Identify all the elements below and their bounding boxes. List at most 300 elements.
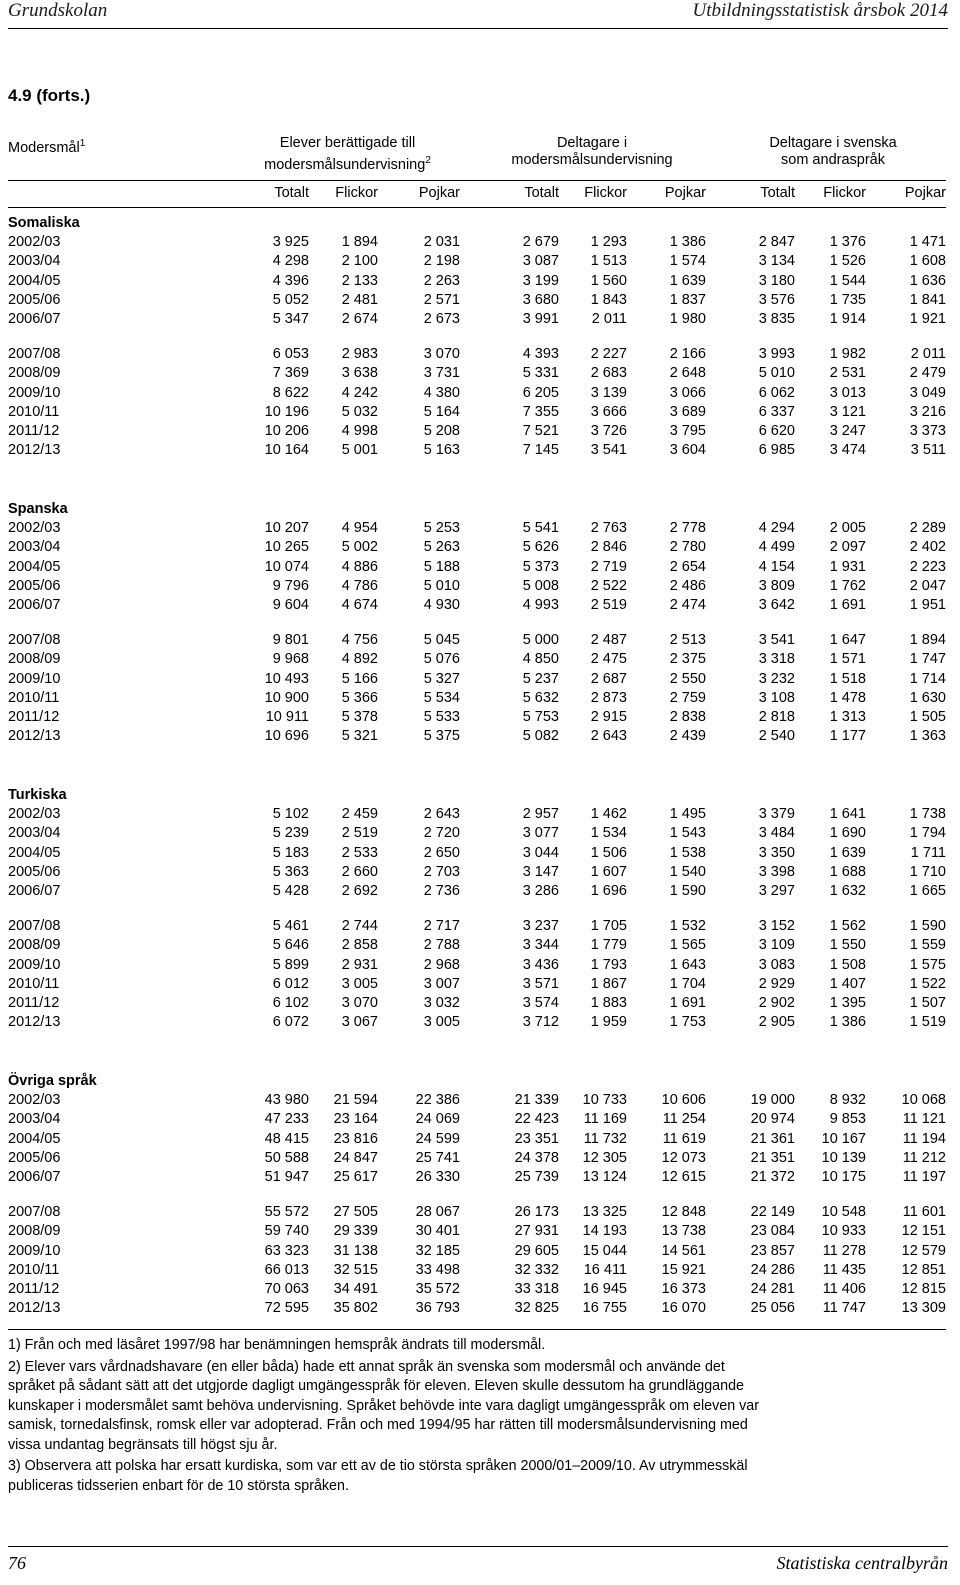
table-cell: 1 395 [829,995,866,1011]
table-cell: 50 588 [264,1149,309,1166]
table-cell: 3 199 [522,272,559,289]
table-cell: 16 411 [583,1261,627,1278]
table-cell: 5 253 [423,520,460,537]
table-cell: 1 747 [909,651,946,668]
table-cell: 22 423 [514,1111,559,1128]
table-cell: 28 067 [415,1204,460,1221]
table-cell: 1 506 [590,844,627,861]
table-cell: 3 286 [522,883,559,899]
table-cell: 6 062 [758,384,795,401]
table-cell: 9 604 [272,597,309,613]
header-rule [8,28,948,29]
row-label: 2011/12 [8,423,60,439]
section-title: Somaliska [8,215,80,231]
footnote-3: 3) Observera att polska har ersatt kurdiska, som var ett av de tio största språken 2000/01–2009/10. Av utrymmesskäl publiceras tidsserien enbart för de 10 största språken. [8,1458,748,1494]
table-cell: 8 622 [272,384,309,401]
table-cell: 26 330 [415,1169,460,1185]
table-cell: 21 594 [333,1092,378,1109]
table-cell: 55 572 [264,1204,309,1221]
table-cell: 1 177 [829,728,866,745]
table-cell: 16 755 [582,1300,627,1317]
table-cell: 4 998 [341,423,378,439]
table-cell: 1 643 [669,956,706,973]
header-bottom-rule [8,180,946,181]
table-cell: 7 145 [522,442,559,459]
running-header [8,0,948,26]
table-cell: 21 351 [750,1149,795,1166]
table-cell: 14 561 [661,1242,706,1259]
table-cell: 27 931 [514,1223,559,1240]
row-label: 2012/13 [8,1014,61,1031]
table-cell: 47 233 [264,1111,309,1128]
table-cell: 3 070 [341,995,378,1011]
table-cell: 5 188 [423,558,460,575]
group-head-line2-text: modersmålsundervisning [264,156,426,173]
table-cell: 2 763 [590,520,627,537]
table-cell: 1 688 [829,863,866,880]
table-cell: 36 793 [415,1300,460,1317]
publisher: Statistiska centralbyrån [776,1553,948,1573]
table-cell: 13 738 [661,1223,706,1240]
table-cell: 5 347 [272,311,309,327]
table-cell: 1 575 [909,956,946,973]
table-cell: 5 626 [522,539,559,556]
table-cell: 5 010 [758,365,795,382]
table-cell: 3 712 [522,1014,559,1031]
table-cell: 1 513 [590,253,627,270]
table-cell: 1 471 [909,234,946,251]
table-cell: 1 636 [909,272,946,289]
table-cell: 3 083 [758,956,795,973]
column-header: Pojkar [418,185,460,201]
table-cell: 1 921 [909,311,946,327]
table-cell: 1 690 [829,825,866,842]
table-cell: 2 031 [423,234,460,251]
table-cell: 2 540 [758,728,795,745]
table-cell: 3 077 [522,825,559,842]
table-cell: 5 899 [272,956,309,973]
table-cell: 5 082 [522,728,559,745]
table-cell: 24 599 [415,1130,460,1147]
row-label: 2006/07 [8,311,61,327]
table-cell: 2 778 [669,520,706,537]
row-label: 2004/05 [8,1130,61,1147]
row-label: 2004/05 [8,272,61,289]
row-label: 2006/07 [8,597,61,613]
row-label: 2008/09 [8,365,61,382]
table-cell: 2 717 [423,918,460,935]
table-cell: 2 166 [669,346,706,363]
table-cell: 5 373 [522,558,559,575]
table-cell: 2 100 [341,253,378,270]
table-cell: 2 929 [758,975,795,992]
row-label: 2007/08 [8,632,61,649]
row-label: 2007/08 [8,1204,61,1221]
table-cell: 51 947 [264,1169,309,1185]
table-cell: 2 263 [423,272,460,289]
table-cell: 1 982 [829,346,866,363]
table-cell: 29 605 [514,1242,559,1259]
table-cell: 3 689 [669,403,706,420]
table-cell: 32 185 [415,1242,460,1259]
table-cell: 2 720 [423,825,460,842]
table-cell: 5 000 [522,632,559,649]
row-label: 2008/09 [8,651,61,668]
table-cell: 2 847 [758,234,795,251]
table-cell: 2 227 [590,346,627,363]
table-cell: 5 378 [341,709,378,725]
table-cell: 11 254 [662,1111,706,1128]
table-cell: 3 152 [758,918,795,935]
table-cell: 2 818 [758,709,795,725]
row-label: 2005/06 [8,1149,61,1166]
table-cell: 1 711 [910,844,946,861]
row-label: 2012/13 [8,728,61,745]
table-cell: 21 339 [514,1092,559,1109]
table-cell: 4 930 [423,597,460,613]
table-cell: 1 665 [909,883,946,899]
table-cell: 22 149 [750,1204,795,1221]
table-cell: 5 166 [341,670,378,687]
table-cell: 4 850 [522,651,559,668]
table-cell: 5 753 [522,709,559,725]
table-cell: 2 005 [829,520,866,537]
row-label: 2010/11 [8,975,60,992]
table-cell: 10 074 [264,558,309,575]
table-cell: 1 705 [590,918,627,935]
table-cell: 3 835 [758,311,795,327]
table-cell: 11 197 [902,1169,946,1185]
table-cell: 2 375 [669,651,706,668]
table-cell: 9 801 [272,632,309,649]
table-cell: 5 534 [423,689,460,706]
table-cell: 6 072 [272,1014,309,1031]
table-cell: 10 206 [264,423,309,439]
row-label: 2003/04 [8,1111,61,1128]
table-cell: 3 297 [758,883,795,899]
row-label: 2010/11 [8,1261,60,1278]
table-cell: 66 013 [264,1261,309,1278]
table-cell: 11 278 [822,1242,866,1259]
table-cell: 5 263 [423,539,460,556]
table-cell: 32 825 [514,1300,559,1317]
table-cell: 4 393 [522,346,559,363]
table-cell: 1 696 [590,883,627,899]
table-cell: 4 674 [341,597,378,613]
table-cell: 1 738 [909,806,946,823]
table-cell: 63 323 [264,1242,309,1259]
table-cell: 1 505 [909,709,946,725]
table-cell: 2 703 [423,863,460,880]
group-head-sup: 2 [425,155,431,166]
table-cell: 4 294 [758,520,795,537]
footnote-1: 1) Från och med läsåret 1997/98 har benämningen hemspråk ändrats till modersmål. [8,1337,546,1353]
table-bottom-rule [8,1329,946,1330]
table-cell: 1 630 [909,689,946,706]
table-cell: 3 216 [909,403,946,420]
table-cell: 5 632 [522,689,559,706]
table-cell: 1 522 [909,975,946,992]
table-cell: 1 550 [829,937,866,954]
table-cell: 15 044 [582,1242,627,1259]
row-label: 2010/11 [8,689,60,706]
table-cell: 12 579 [901,1242,946,1259]
table-cell: 10 196 [264,403,309,420]
table-cell: 12 151 [901,1223,946,1240]
table-cell: 6 205 [522,384,559,401]
table-cell: 2 519 [341,825,378,842]
table-cell: 5 076 [423,651,460,668]
row-label: 2002/03 [8,1092,61,1109]
table-cell: 3 474 [829,442,866,459]
table-cell: 25 617 [333,1169,378,1185]
table-cell: 5 183 [272,844,309,861]
table-cell: 3 108 [758,689,795,706]
table-cell: 1 841 [909,291,946,308]
table-cell: 5 366 [341,689,378,706]
table-cell: 5 321 [341,728,378,745]
table-cell: 31 138 [333,1242,378,1259]
table-cell: 1 526 [829,253,866,270]
table-cell: 2 011 [591,311,627,327]
table-cell: 3 991 [522,311,559,327]
table-cell: 20 974 [750,1111,795,1128]
table-cell: 6 337 [758,403,795,420]
table-cell: 29 339 [333,1223,378,1240]
table-cell: 5 327 [423,670,460,687]
section-title: Övriga språk [8,1073,97,1089]
table-cell: 2 481 [341,291,378,308]
row-label: 2003/04 [8,253,61,270]
table-cell: 1 843 [590,291,627,308]
table-cell: 2 744 [341,918,378,935]
table-cell: 12 305 [582,1149,627,1166]
table-cell: 11 435 [822,1261,866,1278]
table-cell: 2 571 [423,291,460,308]
table-cell: 2 643 [423,806,460,823]
table-cell: 23 164 [333,1111,378,1128]
table-cell: 2 650 [423,844,460,861]
table-cell: 12 615 [661,1169,706,1185]
table-cell: 5 237 [522,670,559,687]
table-cell: 11 121 [902,1111,946,1128]
table-cell: 5 102 [272,806,309,823]
table-cell: 25 739 [514,1169,559,1185]
table-cell: 13 124 [582,1169,627,1185]
table-cell: 11 732 [583,1130,627,1147]
table-cell: 2 289 [909,520,946,537]
group-head-swedish-second [720,135,946,169]
table-cell: 5 428 [272,883,309,899]
table-cell: 9 968 [272,651,309,668]
table-cell: 8 932 [829,1092,866,1109]
table-cell: 3 013 [829,384,866,401]
table-cell: 7 521 [522,423,559,439]
table-cell: 1 478 [829,689,866,706]
page-number: 76 [8,1553,26,1573]
table-cell: 2 660 [341,863,378,880]
table-cell: 19 000 [750,1092,795,1109]
table-cell: 32 515 [333,1261,378,1278]
table-cell: 2 902 [758,995,795,1011]
table-cell: 1 495 [669,806,706,823]
table-cell: 3 109 [758,937,795,954]
table-cell: 12 851 [901,1261,946,1278]
table-cell: 2 097 [829,539,866,556]
table-cell: 1 313 [829,709,866,725]
section-title: Spanska [8,501,68,517]
column-header: Totalt [760,185,795,201]
table-cell: 11 619 [662,1130,706,1147]
table-cell: 2 780 [669,539,706,556]
table-cell: 3 067 [341,1014,378,1031]
column-header: Flickor [823,185,866,201]
table-cell: 11 406 [822,1281,866,1297]
table-cell: 5 045 [423,632,460,649]
table-cell: 21 361 [750,1130,795,1147]
table-cell: 23 857 [750,1242,795,1259]
table-cell: 10 696 [264,728,309,745]
table-cell: 3 066 [669,384,706,401]
table-cell: 2 133 [341,272,378,289]
table-cell: 2 531 [829,365,866,382]
column-header: Pojkar [904,185,946,201]
table-cell: 24 069 [415,1111,460,1128]
group-head-line1: Deltagare i [556,135,628,151]
table-cell: 3 576 [758,291,795,308]
table-cell: 1 931 [829,558,866,575]
table-cell: 3 032 [423,995,460,1011]
table-cell: 10 207 [264,520,309,537]
table-cell: 3 680 [522,291,559,308]
table-cell: 3 318 [758,651,795,668]
table-cell: 35 572 [415,1281,460,1297]
table-cell: 5 164 [423,403,460,420]
table-cell: 2 931 [341,956,378,973]
table-cell: 1 779 [590,937,627,954]
table-cell: 3 121 [829,403,866,420]
table-cell: 1 543 [669,825,706,842]
table-cell: 2 719 [590,558,627,575]
table-cell: 2 533 [341,844,378,861]
table-cell: 5 208 [423,423,460,439]
table-cell: 2 692 [341,883,378,899]
table-cell: 23 084 [750,1223,795,1240]
table-cell: 10 167 [821,1130,866,1147]
table-cell: 1 959 [590,1014,627,1031]
table-cell: 72 595 [264,1300,309,1317]
table-cell: 10 493 [264,670,309,687]
table-cell: 11 169 [583,1111,627,1128]
table-cell: 10 933 [821,1223,866,1240]
column-header: Totalt [274,185,309,201]
table-cell: 24 286 [750,1261,795,1278]
table-cell: 1 562 [829,918,866,935]
table-cell: 3 344 [522,937,559,954]
table-cell: 10 911 [265,709,309,725]
table-cell: 2 673 [423,311,460,327]
header-right: Utbildningsstatistisk årsbok 2014 [692,0,948,21]
table-cell: 4 298 [272,253,309,270]
footnotes [8,1336,768,1498]
table-cell: 1 574 [669,253,706,270]
footer-rule [8,1546,948,1547]
table-cell: 1 544 [829,272,866,289]
table-cell: 10 068 [901,1092,946,1109]
table-cell: 1 386 [669,234,706,251]
table-cell: 1 647 [829,632,866,649]
group-head-mother-tongue [478,135,706,169]
table-cell: 2 513 [669,632,706,649]
row-label: 2011/12 [8,995,60,1011]
table-cell: 1 735 [829,291,866,308]
row-label: 2011/12 [8,709,60,725]
table-cell: 1 386 [829,1014,866,1031]
table-cell: 5 533 [423,709,460,725]
table-cell: 1 565 [669,937,706,954]
row-label: 2005/06 [8,863,61,880]
table-cell: 1 980 [669,311,706,327]
table-cell: 3 232 [758,670,795,687]
table-cell: 10 164 [264,442,309,459]
table-cell: 3 379 [758,806,795,823]
table-cell: 3 139 [590,384,627,401]
table-cell: 23 351 [514,1130,559,1147]
table-cell: 1 753 [669,1014,706,1031]
row-label: 2002/03 [8,806,61,823]
table-cell: 3 180 [758,272,795,289]
table-cell: 1 951 [909,597,946,613]
table-cell: 6 620 [758,423,795,439]
table-cell: 22 386 [415,1092,460,1109]
table-cell: 2 683 [590,365,627,382]
table-cell: 5 461 [272,918,309,935]
table-cell: 5 646 [272,937,309,954]
table-cell: 27 505 [333,1204,378,1221]
table-cell: 32 332 [514,1261,559,1278]
row-label: 2003/04 [8,825,61,842]
table-cell: 3 049 [909,384,946,401]
table-cell: 1 762 [829,577,866,594]
row-label: 2008/09 [8,937,61,954]
table-cell: 6 012 [272,975,309,992]
table-cell: 1 837 [669,291,706,308]
table-cell: 3 436 [522,956,559,973]
table-cell: 4 954 [341,520,378,537]
column-header: Flickor [335,185,378,201]
footnote-2: 2) Elever vars vårdnadshavare (en eller båda) hade ett annat språk än svenska som modersmål och använde det språket på sådant sätt att det utgjorde dagligt umgängesspråk för eleven. Eleven skulle dessutom ha grundläggande kunskaper i modersmålet samt behöva undervisning. Språket behövde inte vara dagligt umgängesspråk om eleven var samisk, tornedalsfinsk, romsk eller var adopterad. Från och med 1994/95 har rätten till modersmålsundervisning med vissa undantag begränsats till högst sju år. [8,1358,760,1453]
table-cell: 5 008 [522,577,559,594]
table-cell: 3 005 [341,975,378,992]
table-cell: 3 511 [910,442,946,459]
table-cell: 1 363 [909,728,946,745]
table-cell: 1 507 [909,995,946,1011]
row-label: 2002/03 [8,520,61,537]
table-cell: 3 925 [272,234,309,251]
table-cell: 4 756 [341,632,378,649]
table-title: 4.9 (forts.) [8,86,91,105]
row-label: 2004/05 [8,844,61,861]
table-cell: 3 638 [341,365,378,382]
row-header-text: Modersmål [8,139,80,156]
table-cell: 10 606 [661,1092,706,1109]
table-cell: 24 281 [750,1281,795,1297]
table-cell: 2 519 [590,597,627,613]
column-header: Totalt [524,185,559,201]
table-cell: 59 740 [264,1223,309,1240]
table-cell: 16 070 [661,1300,706,1317]
row-label: 2009/10 [8,384,61,401]
